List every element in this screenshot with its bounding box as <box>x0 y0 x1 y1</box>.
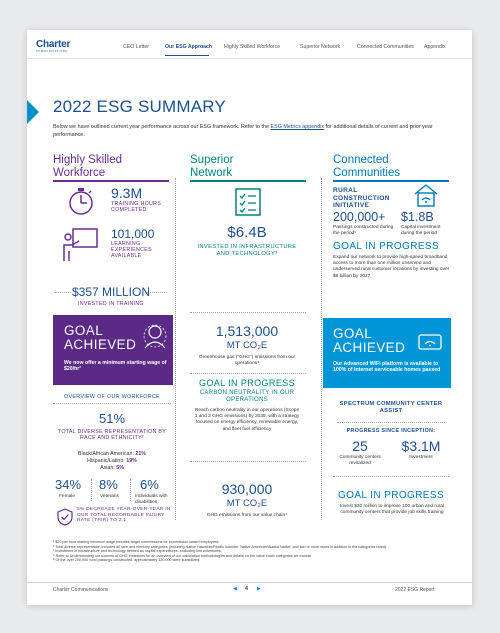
footnotes <box>53 540 453 563</box>
breakdown-hispanic-label: Hispanic/Latino: <box>87 458 125 464</box>
wifi-router-icon <box>417 330 443 352</box>
footnote-5: ⁵ Of the over 200,000 rural passings constructed, approximately 120,000 were subsidized. <box>53 558 201 563</box>
communities-goal-achieved-panel <box>323 318 451 388</box>
workforce-heading-line1: Highly Skilled <box>53 154 123 166</box>
communities-goal-title-2: ACHIEVED <box>333 340 406 355</box>
community-centers-label: Community centers revitalized <box>339 455 381 467</box>
footer-report-name: 2022 ESG Report <box>395 587 435 593</box>
intro-text-end: for additional details of current and prior year performance. <box>53 124 433 138</box>
training-hours-value: 9.3M <box>111 185 143 201</box>
communities-goal-title-1: GOAL <box>333 326 373 341</box>
community-goal-progress-desc: Invest $30 million to improve 100 urban and rural community centers that provide job skills training <box>340 504 444 516</box>
community-goal-progress-title: GOAL IN PROGRESS <box>337 490 445 501</box>
workforce-goal-title-1: GOAL <box>64 323 104 338</box>
breakdown-asian-label: Asian: <box>100 465 115 471</box>
footnote-3: ³ Investment in infrastructure and technology defined as capital expenditures, excluding line extensions. <box>53 549 222 554</box>
nav-superior-network[interactable]: Superior Network <box>300 44 341 50</box>
assist-investment-value: $3.1M <box>401 438 441 454</box>
house-wifi-icon <box>412 182 440 208</box>
passings-value: 200,000+ <box>333 210 386 224</box>
nav-esg-approach[interactable]: Our ESG Approach <box>165 44 213 50</box>
charter-logo[interactable]: Charter <box>36 39 71 50</box>
checklist-icon <box>233 187 263 217</box>
breakdown-black-label: Black/African American: <box>77 451 134 457</box>
logo-subtitle: COMMUNICATIONS <box>36 50 68 53</box>
community-center-assist-title: SPECTRUM COMMUNITY CENTER ASSIST <box>339 401 443 414</box>
intro-paragraph <box>53 124 453 139</box>
breakdown-asian <box>53 465 171 471</box>
prev-page-arrow-icon[interactable]: ◀ <box>233 586 237 592</box>
workforce-heading <box>53 154 122 179</box>
communities-heading <box>333 154 400 179</box>
rural-goal-progress-title: GOAL IN PROGRESS <box>333 241 440 252</box>
carbon-neutrality-desc: Reach carbon neutrality in our operations (Scope 1 and 2 GHG emissions) by 2035, with a strategy focused on energy efficiency, renewable energy, and fleet fuel efficiency <box>194 408 300 432</box>
network-divider-3 <box>190 461 306 462</box>
operations-ghg-unit: MT CO₂E <box>226 340 268 351</box>
learning-experiences-label: LEARNING EXPERIENCES AVAILABLE <box>111 241 152 260</box>
column-divider-2 <box>321 178 322 520</box>
network-heading <box>190 154 233 179</box>
female-value: 34% <box>55 477 82 492</box>
veterans-label: Veterans <box>100 494 119 499</box>
passings-label: Passings constructed during the period⁵ <box>333 225 394 237</box>
progress-since-inception: PROGRESS SINCE INCEPTION: <box>346 428 436 434</box>
nav-connected-communities[interactable]: Connected Communities <box>357 44 414 50</box>
breakdown-asian-value: 5% <box>116 465 124 471</box>
page-number: 4 <box>245 586 249 592</box>
breakdown-hispanic-value: 19% <box>126 458 137 464</box>
capital-investment-value: $1.8B <box>401 210 434 224</box>
communities-goal-text: Our Advanced WiFi platform is available to 100% of Internet serviceable homes passed <box>333 361 441 374</box>
breakdown-hispanic <box>53 458 171 464</box>
column-divider-1 <box>175 178 176 520</box>
training-investment-value: $357 MILLION <box>71 285 151 299</box>
nav-ceo-letter[interactable]: CEO Letter <box>123 44 149 50</box>
overview-divider <box>53 403 171 404</box>
learning-experiences-value: 101,000 <box>111 227 155 241</box>
disabilities-value: 6% <box>140 477 159 492</box>
workforce-heading-line2: Workforce <box>53 166 106 179</box>
rural-initiative-title: RURAL CONSTRUCTION INITIATIVE <box>333 187 390 210</box>
nav-highly-skilled-workforce[interactable]: Highly Skilled Workforce <box>224 44 281 50</box>
top-navigation-bar <box>27 30 472 59</box>
disabilities-label: Individuals with disabilities <box>135 494 168 506</box>
network-heading-line1: Superior <box>190 154 234 166</box>
communities-heading-line2: Communities <box>333 166 401 179</box>
footnote-1: ¹ $20 per hour starting minimum wage includes target commissions for commission-based employees. <box>53 540 220 544</box>
stat-divider-2 <box>130 479 131 501</box>
training-hours-label: TRAINING HOURS COMPLETED <box>111 201 162 214</box>
stopwatch-icon <box>65 185 97 217</box>
active-tab-indicator <box>165 55 209 56</box>
carbon-goal-progress-title: GOAL IN PROGRESS <box>198 378 296 388</box>
page-title: 2022 ESG SUMMARY <box>53 97 226 116</box>
capital-investment-label: Capital investment during the period <box>401 225 441 237</box>
network-divider-2 <box>190 373 306 374</box>
value-chain-ghg-desc: GHG emissions from our value chain⁴ <box>206 513 288 518</box>
workforce-goal-achieved-panel <box>53 315 173 385</box>
assist-investment-label: Investment <box>409 455 433 460</box>
value-chain-ghg-unit: MT CO₂E <box>226 498 268 509</box>
workforce-goal-text: We now offer a minimum starting wage of $20/hr¹ <box>64 360 167 373</box>
value-chain-ghg-value: 930,000 <box>221 481 273 497</box>
veterans-value: 8% <box>99 477 118 492</box>
carbon-neutrality-subtitle: CARBON NEUTRALITY IN OUR OPERATIONS <box>199 390 295 404</box>
breakdown-black-value: 21% <box>135 451 147 457</box>
report-page <box>27 30 472 605</box>
operations-ghg-desc: Greenhouse gas ("GHG") emissions from our operations⁴ <box>198 355 296 367</box>
overview-workforce-title: OVERVIEW OF OUR WORKFORCE <box>63 394 161 400</box>
shield-check-icon <box>57 508 73 526</box>
assist-divider <box>337 422 445 423</box>
footnote-2: ² Total diverse representation includes all race and ethnicity categories (including Native Hawaiian/Pacific Islander, Native American/Alaska Native, and two or more races in addition to the categories listed). <box>53 544 388 549</box>
infrastructure-investment-value: $6.4B <box>227 224 267 241</box>
next-page-arrow-icon[interactable]: ▶ <box>257 586 261 592</box>
network-divider-1 <box>190 312 306 313</box>
network-heading-rule <box>190 180 306 182</box>
intro-text-start: Below we have outlined current year performance across our ESG framework. Refer to the <box>53 124 271 130</box>
communities-divider <box>333 476 449 477</box>
breakdown-black <box>53 451 171 457</box>
esg-metrics-appendix-link[interactable]: ESG Metrics appendix <box>270 124 325 130</box>
title-chevron-icon <box>27 100 39 124</box>
stat-divider-1 <box>91 479 92 501</box>
operations-ghg-value: 1,513,000 <box>215 323 279 339</box>
workforce-goal-title-2: ACHIEVED <box>64 337 137 352</box>
person-check-icon <box>143 323 167 349</box>
communities-heading-line1: Connected <box>333 154 389 166</box>
training-investment-label: INVESTED IN TRAINING <box>78 301 144 307</box>
footer-company: Charter Communications <box>53 587 109 593</box>
nav-appendix[interactable]: Appendix <box>424 44 446 50</box>
presentation-board-icon <box>61 227 99 263</box>
diverse-representation-label: TOTAL DIVERSE REPRESENTATION BY RACE AND ETHNICITY² <box>57 429 167 442</box>
rural-goal-progress-desc: Expand our network to provide high-speed broadband access to more than one million unserved and underserved rural customer locations by investing over $6 billion by 2027 <box>333 255 450 279</box>
workforce-heading-rule <box>53 180 169 182</box>
infrastructure-investment-label: INVESTED IN INFRASTRUCTURE AND TECHNOLOGY³ <box>197 244 297 258</box>
diverse-representation-value: 51% <box>98 411 126 426</box>
network-heading-line2: Network <box>190 166 233 179</box>
community-centers-value: 25 <box>352 438 368 454</box>
female-label: Female <box>59 494 75 499</box>
footnote-4: ⁴ Refer to Understanding our sources of GHG emissions for an overview of our calculation methodologies and details on the value chain categories we include. <box>53 553 313 558</box>
footer-divider <box>27 582 472 583</box>
injury-rate-text: 5% DECREASE YEAR-OVER-YEAR IN OUR TOTAL RECORDABLE INJURY RATE (TRIR) TO 2.1 <box>77 507 171 524</box>
